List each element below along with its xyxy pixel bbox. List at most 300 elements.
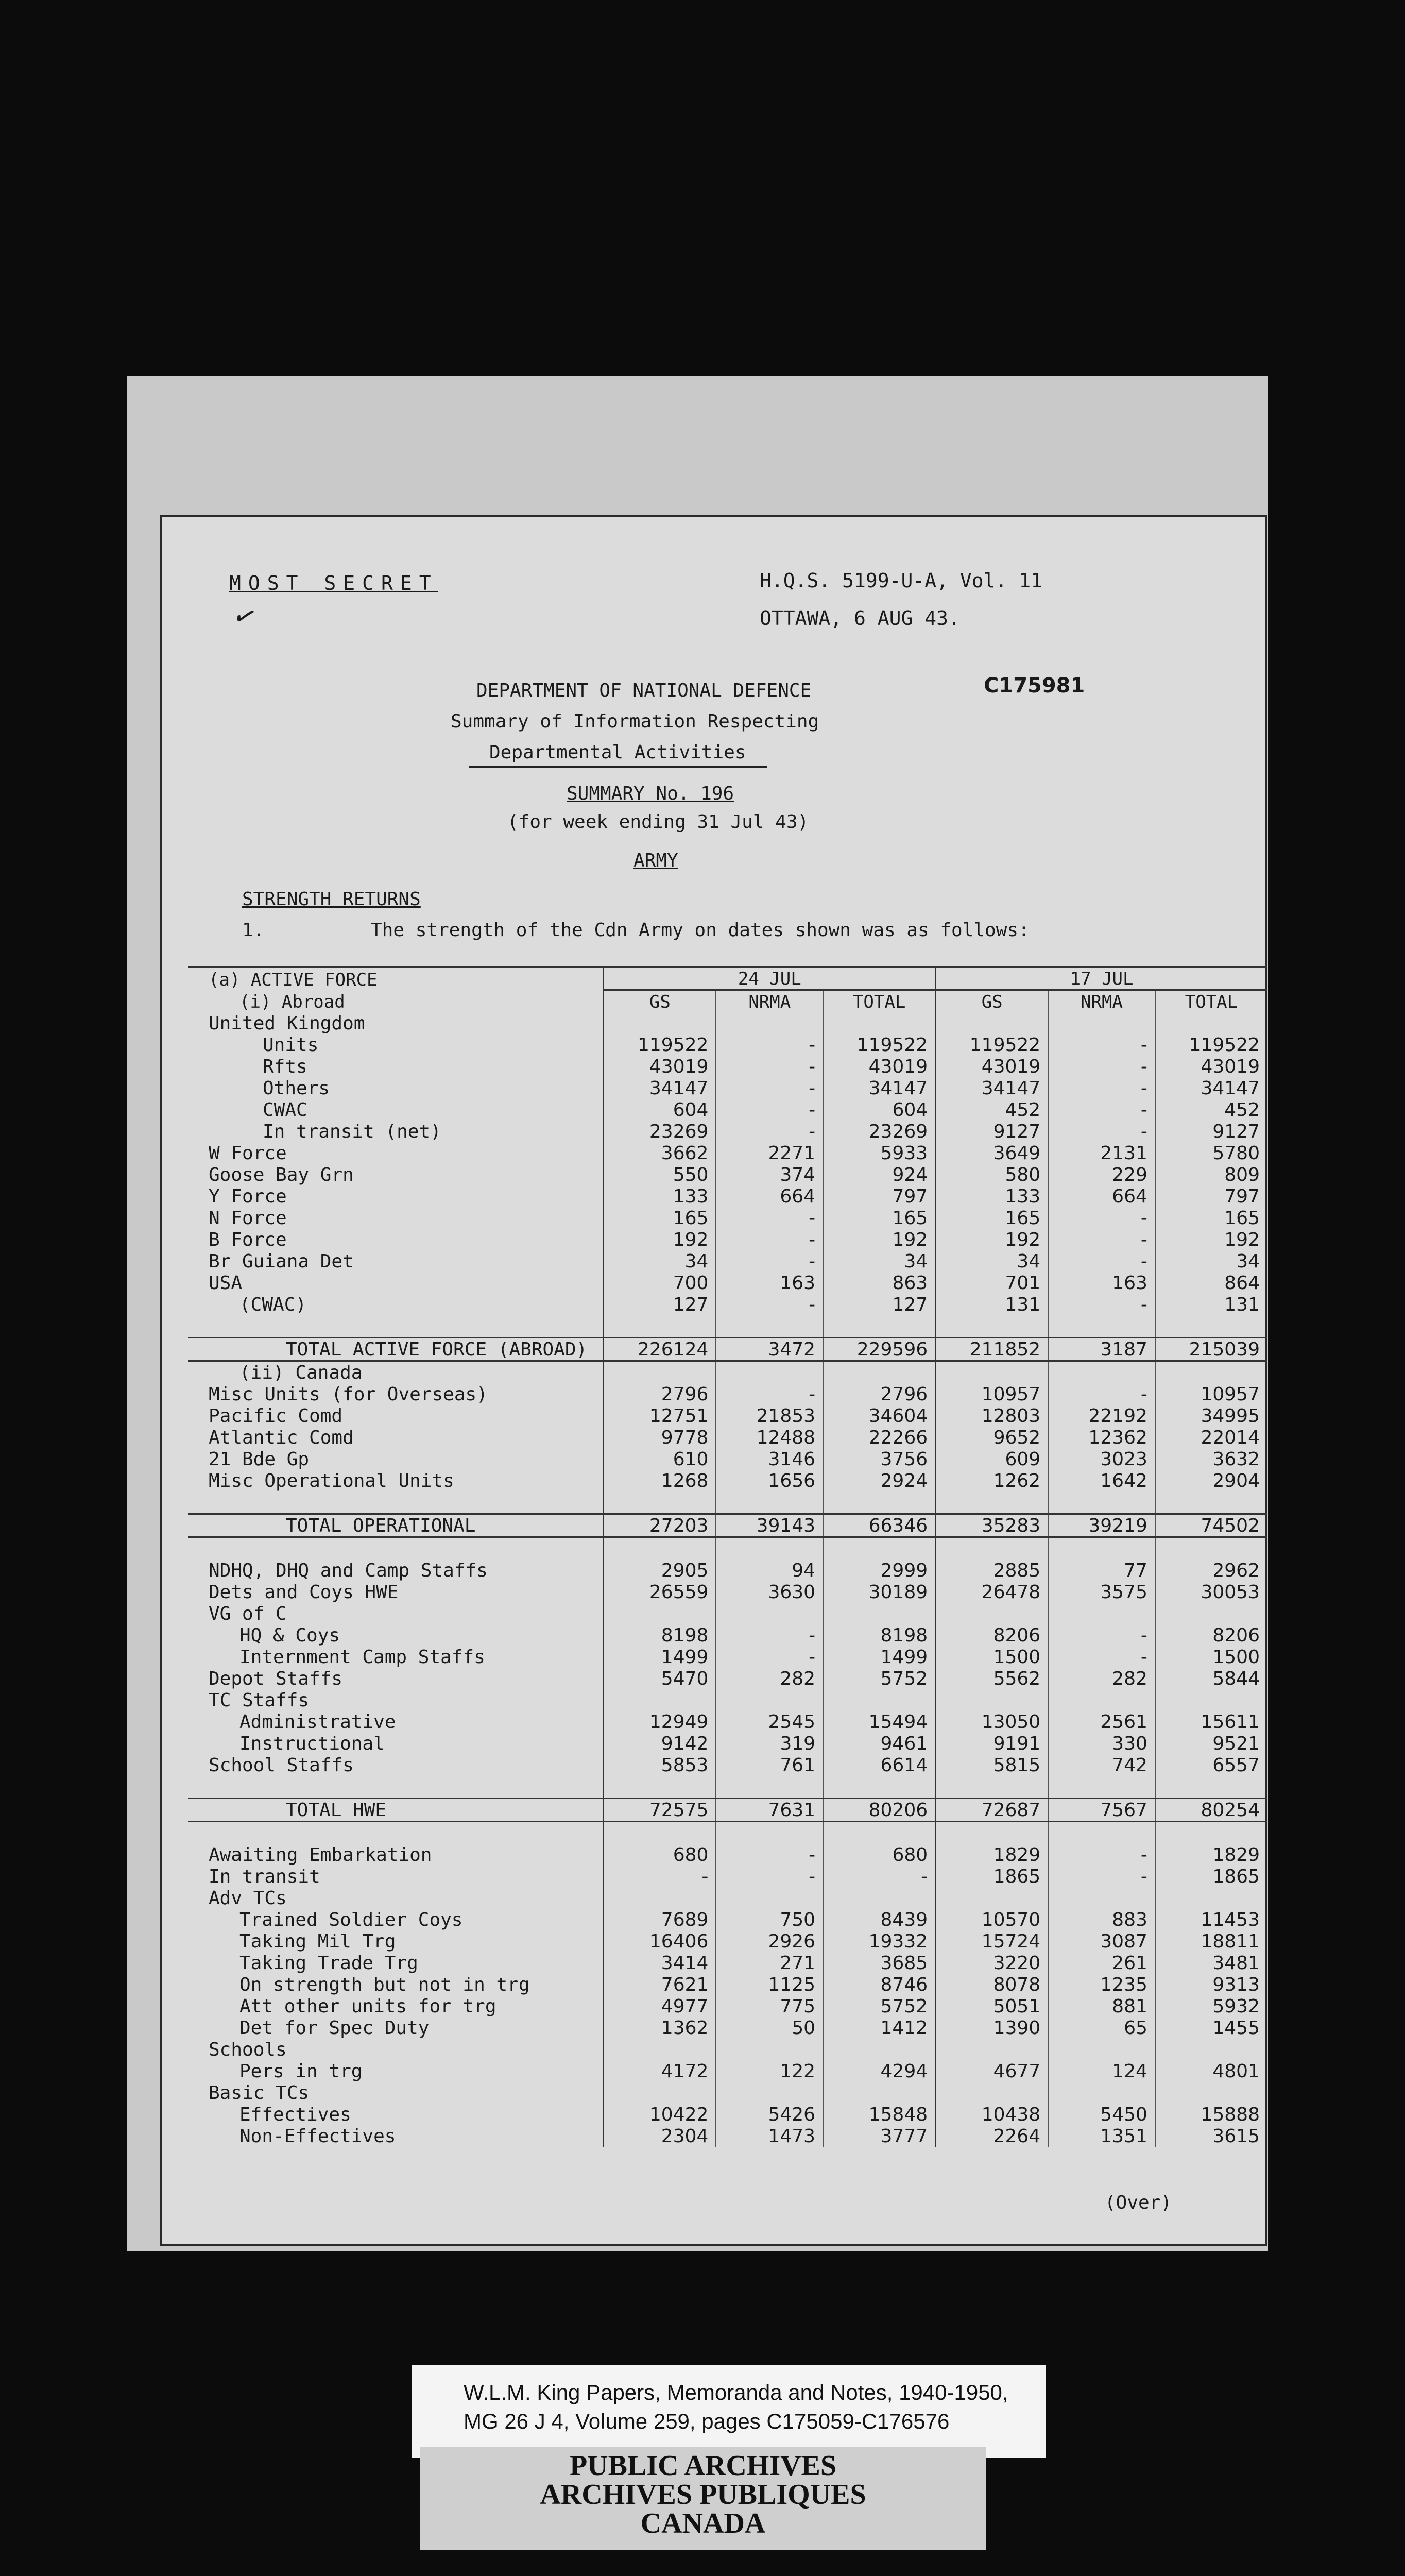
total-17-jul: 34147 bbox=[1155, 1077, 1267, 1099]
row-label: TOTAL ACTIVE FORCE (ABROAD) bbox=[188, 1338, 604, 1361]
nrma-24-jul bbox=[716, 2039, 823, 2060]
strength-table bbox=[188, 966, 1267, 2147]
nrma-24-jul: - bbox=[716, 1207, 823, 1229]
gs-17-jul: 5815 bbox=[936, 1754, 1049, 1776]
place-date: OTTAWA, 6 AUG 43. bbox=[760, 607, 960, 630]
nrma-24-jul: 2545 bbox=[716, 1711, 823, 1733]
gs-24-jul: 1268 bbox=[604, 1470, 716, 1492]
table-row bbox=[188, 1711, 1267, 1733]
total-17-jul: 9521 bbox=[1155, 1733, 1267, 1754]
check-mark-icon: ✓ bbox=[230, 595, 261, 636]
table-row bbox=[188, 1930, 1267, 1952]
col-total-2: TOTAL bbox=[1155, 990, 1267, 1013]
nrma-24-jul: 3146 bbox=[716, 1448, 823, 1470]
archive-line-3: CANADA bbox=[640, 2507, 766, 2539]
gs-17-jul: 133 bbox=[936, 1185, 1049, 1207]
total-17-jul: 1829 bbox=[1155, 1844, 1267, 1866]
table-row bbox=[188, 2082, 1267, 2104]
total-24-jul: 34147 bbox=[823, 1077, 936, 1099]
nrma-17-jul: - bbox=[1048, 1099, 1155, 1121]
gs-24-jul: 23269 bbox=[604, 1121, 716, 1142]
gs-24-jul: 550 bbox=[604, 1164, 716, 1185]
nrma-17-jul: 282 bbox=[1048, 1668, 1155, 1689]
gs-17-jul bbox=[936, 2082, 1049, 2104]
gs-24-jul: 34147 bbox=[604, 1077, 716, 1099]
row-label: TOTAL HWE bbox=[188, 1799, 604, 1822]
nrma-17-jul: 664 bbox=[1048, 1185, 1155, 1207]
gs-17-jul: 10957 bbox=[936, 1383, 1049, 1405]
total-24-jul: 2999 bbox=[823, 1560, 936, 1581]
total-17-jul: 1500 bbox=[1155, 1646, 1267, 1668]
gs-17-jul: 211852 bbox=[936, 1338, 1049, 1361]
gs-24-jul bbox=[604, 2082, 716, 2104]
gs-24-jul: 9778 bbox=[604, 1427, 716, 1448]
nrma-24-jul: 12488 bbox=[716, 1427, 823, 1448]
row-label: TOTAL OPERATIONAL bbox=[188, 1514, 604, 1537]
table-row bbox=[188, 1799, 1267, 1822]
nrma-17-jul bbox=[1048, 1887, 1155, 1909]
nrma-17-jul: 1351 bbox=[1048, 2125, 1155, 2147]
gs-24-jul: 4172 bbox=[604, 2060, 716, 2082]
gs-17-jul bbox=[936, 1603, 1049, 1624]
total-24-jul: 680 bbox=[823, 1844, 936, 1866]
nrma-17-jul: 163 bbox=[1048, 1272, 1155, 1294]
gs-17-jul: 5051 bbox=[936, 1995, 1049, 2017]
total-17-jul bbox=[1155, 2039, 1267, 2060]
row-label: Pacific Comd bbox=[209, 1405, 343, 1427]
row-label: Administrative bbox=[239, 1711, 396, 1733]
nrma-24-jul: 374 bbox=[716, 1164, 823, 1185]
total-24-jul: 80206 bbox=[823, 1799, 936, 1822]
gs-17-jul: 10438 bbox=[936, 2104, 1049, 2125]
gs-24-jul: 7689 bbox=[604, 1909, 716, 1930]
nrma-17-jul: 7567 bbox=[1048, 1799, 1155, 1822]
gs-17-jul: 1829 bbox=[936, 1844, 1049, 1866]
gs-24-jul: 72575 bbox=[604, 1799, 716, 1822]
gs-17-jul: 1500 bbox=[936, 1646, 1049, 1668]
nrma-17-jul: 12362 bbox=[1048, 1427, 1155, 1448]
nrma-24-jul: - bbox=[716, 1250, 823, 1272]
row-label: Others bbox=[263, 1078, 330, 1099]
table-row bbox=[188, 1560, 1267, 1581]
nrma-24-jul: 664 bbox=[716, 1185, 823, 1207]
table-row bbox=[188, 1272, 1267, 1294]
table-row bbox=[188, 1668, 1267, 1689]
total-24-jul: 23269 bbox=[823, 1121, 936, 1142]
total-24-jul: 5752 bbox=[823, 1668, 936, 1689]
total-17-jul: 1455 bbox=[1155, 2017, 1267, 2039]
total-17-jul: 80254 bbox=[1155, 1799, 1267, 1822]
table-row bbox=[188, 2039, 1267, 2060]
gs-17-jul: 9652 bbox=[936, 1427, 1049, 1448]
department-name: DEPARTMENT OF NATIONAL DEFENCE bbox=[476, 680, 812, 701]
nrma-17-jul bbox=[1048, 1603, 1155, 1624]
gs-17-jul: 9127 bbox=[936, 1121, 1049, 1142]
row-spacer bbox=[188, 1822, 1267, 1844]
nrma-17-jul bbox=[1048, 2039, 1155, 2060]
total-17-jul: 11453 bbox=[1155, 1909, 1267, 1930]
table-row bbox=[188, 1207, 1267, 1229]
row-label: Trained Soldier Coys bbox=[239, 1909, 463, 1930]
table-row bbox=[188, 1470, 1267, 1492]
total-17-jul: 8206 bbox=[1155, 1624, 1267, 1646]
total-24-jul: 15848 bbox=[823, 2104, 936, 2125]
gs-24-jul: 133 bbox=[604, 1185, 716, 1207]
gs-17-jul: 131 bbox=[936, 1294, 1049, 1315]
row-label: Br Guiana Det bbox=[209, 1251, 354, 1272]
nrma-24-jul: 282 bbox=[716, 1668, 823, 1689]
nrma-17-jul: 2561 bbox=[1048, 1711, 1155, 1733]
table-row bbox=[188, 1164, 1267, 1185]
row-spacer bbox=[188, 1776, 1267, 1799]
gs-24-jul: 226124 bbox=[604, 1338, 716, 1361]
table-row bbox=[188, 1099, 1267, 1121]
nrma-17-jul: - bbox=[1048, 1229, 1155, 1250]
row-label: Dets and Coys HWE bbox=[209, 1582, 399, 1603]
nrma-17-jul: 1235 bbox=[1048, 1974, 1155, 1995]
row-label: In transit (net) bbox=[263, 1121, 441, 1142]
nrma-24-jul: 163 bbox=[716, 1272, 823, 1294]
row-label: United Kingdom bbox=[209, 1013, 365, 1034]
gs-17-jul: 1390 bbox=[936, 2017, 1049, 2039]
gs-17-jul: 43019 bbox=[936, 1056, 1049, 1077]
table-row bbox=[188, 1603, 1267, 1624]
total-17-jul: 3615 bbox=[1155, 2125, 1267, 2147]
nrma-24-jul: - bbox=[716, 1844, 823, 1866]
week-ending: (for week ending 31 Jul 43) bbox=[507, 811, 809, 833]
gs-17-jul: 34147 bbox=[936, 1077, 1049, 1099]
gs-24-jul: 2905 bbox=[604, 1560, 716, 1581]
force-label: (a) ACTIVE FORCE bbox=[188, 967, 604, 990]
subtitle-line-1: Summary of Information Respecting bbox=[451, 711, 819, 732]
row-label: N Force bbox=[209, 1208, 287, 1229]
gs-24-jul bbox=[604, 2039, 716, 2060]
table-row bbox=[188, 1844, 1267, 1866]
document-page bbox=[160, 515, 1267, 2246]
table-row bbox=[188, 1646, 1267, 1668]
total-24-jul: 924 bbox=[823, 1164, 936, 1185]
table-row bbox=[188, 1185, 1267, 1207]
archive-line-1: PUBLIC ARCHIVES bbox=[569, 2450, 837, 2482]
gs-24-jul: 604 bbox=[604, 1099, 716, 1121]
nrma-24-jul bbox=[716, 2082, 823, 2104]
total-17-jul: 34 bbox=[1155, 1250, 1267, 1272]
table-body bbox=[188, 1012, 1267, 2147]
gs-17-jul bbox=[936, 1887, 1049, 1909]
gs-24-jul: 8198 bbox=[604, 1624, 716, 1646]
gs-17-jul: 72687 bbox=[936, 1799, 1049, 1822]
nrma-24-jul: 3472 bbox=[716, 1338, 823, 1361]
col-gs-2: GS bbox=[936, 990, 1049, 1013]
gs-24-jul: 1499 bbox=[604, 1646, 716, 1668]
table-row bbox=[188, 1974, 1267, 1995]
total-17-jul: 15611 bbox=[1155, 1711, 1267, 1733]
total-17-jul: 30053 bbox=[1155, 1581, 1267, 1603]
total-24-jul: 43019 bbox=[823, 1056, 936, 1077]
gs-24-jul bbox=[604, 1887, 716, 1909]
gs-17-jul: 26478 bbox=[936, 1581, 1049, 1603]
nrma-24-jul: 7631 bbox=[716, 1799, 823, 1822]
nrma-24-jul: - bbox=[716, 1866, 823, 1887]
table-row bbox=[188, 1689, 1267, 1711]
gs-17-jul: 35283 bbox=[936, 1514, 1049, 1537]
nrma-24-jul: 3630 bbox=[716, 1581, 823, 1603]
total-17-jul: 452 bbox=[1155, 1099, 1267, 1121]
gs-17-jul: 13050 bbox=[936, 1711, 1049, 1733]
nrma-17-jul: 881 bbox=[1048, 1995, 1155, 2017]
table-row bbox=[188, 1250, 1267, 1272]
nrma-17-jul: - bbox=[1048, 1383, 1155, 1405]
gs-24-jul: 3414 bbox=[604, 1952, 716, 1974]
total-24-jul: 863 bbox=[823, 1272, 936, 1294]
table-row bbox=[188, 1995, 1267, 2017]
total-17-jul: 119522 bbox=[1155, 1034, 1267, 1056]
row-label: VG of C bbox=[209, 1603, 287, 1624]
nrma-24-jul: 750 bbox=[716, 1909, 823, 1930]
row-spacer bbox=[188, 1492, 1267, 1514]
total-17-jul bbox=[1155, 1887, 1267, 1909]
total-24-jul bbox=[823, 1603, 936, 1624]
gs-17-jul: 580 bbox=[936, 1164, 1049, 1185]
canada-heading-row bbox=[188, 1361, 1267, 1384]
service-heading: ARMY bbox=[633, 850, 678, 871]
nrma-24-jul bbox=[716, 1887, 823, 1909]
gs-24-jul bbox=[604, 1603, 716, 1624]
total-24-jul: 19332 bbox=[823, 1930, 936, 1952]
gs-24-jul: 27203 bbox=[604, 1514, 716, 1537]
total-24-jul: - bbox=[823, 1866, 936, 1887]
gs-24-jul: - bbox=[604, 1866, 716, 1887]
gs-24-jul: 4977 bbox=[604, 1995, 716, 2017]
total-24-jul: 8746 bbox=[823, 1974, 936, 1995]
nrma-24-jul: 5426 bbox=[716, 2104, 823, 2125]
table-row bbox=[188, 1514, 1267, 1537]
nrma-24-jul bbox=[716, 1012, 823, 1034]
nrma-17-jul: 3187 bbox=[1048, 1338, 1155, 1361]
table-row bbox=[188, 1056, 1267, 1077]
row-label: Misc Operational Units bbox=[209, 1470, 454, 1492]
row-label: Basic TCs bbox=[209, 2082, 310, 2104]
row-spacer bbox=[188, 1315, 1267, 1338]
nrma-17-jul: - bbox=[1048, 1866, 1155, 1887]
date-17-jul: 17 JUL bbox=[936, 967, 1267, 990]
total-24-jul: 229596 bbox=[823, 1338, 936, 1361]
nrma-17-jul: - bbox=[1048, 1056, 1155, 1077]
row-label: Taking Trade Trg bbox=[239, 1953, 418, 1974]
total-24-jul: 5752 bbox=[823, 1995, 936, 2017]
citation-line-1: W.L.M. King Papers, Memoranda and Notes, 1940-1950, bbox=[464, 2380, 1008, 2404]
total-24-jul: 1499 bbox=[823, 1646, 936, 1668]
total-24-jul: 34604 bbox=[823, 1405, 936, 1427]
total-24-jul: 8198 bbox=[823, 1624, 936, 1646]
nrma-17-jul: - bbox=[1048, 1121, 1155, 1142]
row-label: Units bbox=[263, 1035, 319, 1056]
table-row bbox=[188, 1624, 1267, 1646]
archive-stamp-box bbox=[420, 2447, 986, 2550]
table-row bbox=[188, 1909, 1267, 1930]
nrma-24-jul: 21853 bbox=[716, 1405, 823, 1427]
total-24-jul: 6614 bbox=[823, 1754, 936, 1776]
total-17-jul: 4801 bbox=[1155, 2060, 1267, 2082]
gs-17-jul: 8078 bbox=[936, 1974, 1049, 1995]
total-17-jul: 5932 bbox=[1155, 1995, 1267, 2017]
row-label: Depot Staffs bbox=[209, 1668, 343, 1689]
nrma-24-jul bbox=[716, 1603, 823, 1624]
total-17-jul: 6557 bbox=[1155, 1754, 1267, 1776]
table-row bbox=[188, 1383, 1267, 1405]
nrma-24-jul: - bbox=[716, 1646, 823, 1668]
row-label: Misc Units (for Overseas) bbox=[209, 1384, 488, 1405]
table-row bbox=[188, 1121, 1267, 1142]
gs-17-jul: 2885 bbox=[936, 1560, 1049, 1581]
gs-24-jul: 2304 bbox=[604, 2125, 716, 2147]
gs-17-jul: 701 bbox=[936, 1272, 1049, 1294]
total-24-jul bbox=[823, 1887, 936, 1909]
total-17-jul: 809 bbox=[1155, 1164, 1267, 1185]
nrma-17-jul: - bbox=[1048, 1844, 1155, 1866]
gs-17-jul: 3220 bbox=[936, 1952, 1049, 1974]
gs-17-jul: 3649 bbox=[936, 1142, 1049, 1164]
nrma-17-jul: 77 bbox=[1048, 1560, 1155, 1581]
nrma-17-jul: 3087 bbox=[1048, 1930, 1155, 1952]
gs-17-jul: 9191 bbox=[936, 1733, 1049, 1754]
gs-17-jul: 10570 bbox=[936, 1909, 1049, 1930]
gs-24-jul: 9142 bbox=[604, 1733, 716, 1754]
total-17-jul: 5780 bbox=[1155, 1142, 1267, 1164]
gs-24-jul: 12751 bbox=[604, 1405, 716, 1427]
nrma-17-jul: 65 bbox=[1048, 2017, 1155, 2039]
gs-24-jul: 165 bbox=[604, 1207, 716, 1229]
nrma-17-jul: 2131 bbox=[1048, 1142, 1155, 1164]
nrma-17-jul: 330 bbox=[1048, 1733, 1155, 1754]
table-row bbox=[188, 1338, 1267, 1361]
gs-17-jul: 165 bbox=[936, 1207, 1049, 1229]
nrma-17-jul: 5450 bbox=[1048, 2104, 1155, 2125]
total-17-jul bbox=[1155, 1012, 1267, 1034]
nrma-17-jul: - bbox=[1048, 1207, 1155, 1229]
col-total-1: TOTAL bbox=[823, 990, 936, 1013]
table-row bbox=[188, 1034, 1267, 1056]
total-24-jul: 2924 bbox=[823, 1470, 936, 1492]
total-24-jul: 3756 bbox=[823, 1448, 936, 1470]
gs-24-jul: 10422 bbox=[604, 2104, 716, 2125]
gs-24-jul: 34 bbox=[604, 1250, 716, 1272]
gs-24-jul: 12949 bbox=[604, 1711, 716, 1733]
total-24-jul: 5933 bbox=[823, 1142, 936, 1164]
gs-24-jul: 610 bbox=[604, 1448, 716, 1470]
row-label: (CWAC) bbox=[239, 1294, 307, 1315]
total-17-jul: 215039 bbox=[1155, 1338, 1267, 1361]
abroad-heading: (i) Abroad bbox=[239, 992, 345, 1012]
table-row bbox=[188, 1754, 1267, 1776]
total-17-jul: 3632 bbox=[1155, 1448, 1267, 1470]
nrma-17-jul: 742 bbox=[1048, 1754, 1155, 1776]
gs-24-jul: 1362 bbox=[604, 2017, 716, 2039]
nrma-24-jul: 271 bbox=[716, 1952, 823, 1974]
section-heading: STRENGTH RETURNS bbox=[242, 889, 421, 910]
nrma-17-jul: 22192 bbox=[1048, 1405, 1155, 1427]
total-17-jul: 165 bbox=[1155, 1207, 1267, 1229]
gs-24-jul: 26559 bbox=[604, 1581, 716, 1603]
total-17-jul: 797 bbox=[1155, 1185, 1267, 1207]
table-row bbox=[188, 1077, 1267, 1099]
archive-line-2: ARCHIVES PUBLIQUES bbox=[540, 2479, 866, 2511]
nrma-17-jul: 261 bbox=[1048, 1952, 1155, 1974]
gs-17-jul: 34 bbox=[936, 1250, 1049, 1272]
row-label: Effectives bbox=[239, 2104, 351, 2125]
nrma-24-jul: 94 bbox=[716, 1560, 823, 1581]
table-row bbox=[188, 1229, 1267, 1250]
nrma-17-jul: - bbox=[1048, 1646, 1155, 1668]
date-24-jul: 24 JUL bbox=[604, 967, 936, 990]
total-24-jul: 34 bbox=[823, 1250, 936, 1272]
table-row bbox=[188, 1581, 1267, 1603]
document-number: C175981 bbox=[984, 674, 1085, 698]
gs-17-jul: 609 bbox=[936, 1448, 1049, 1470]
nrma-24-jul: - bbox=[716, 1624, 823, 1646]
gs-17-jul: 15724 bbox=[936, 1930, 1049, 1952]
gs-24-jul: 127 bbox=[604, 1294, 716, 1315]
table-header-cols bbox=[188, 990, 1267, 1013]
col-gs-1: GS bbox=[604, 990, 716, 1013]
gs-17-jul: 452 bbox=[936, 1099, 1049, 1121]
gs-24-jul: 2796 bbox=[604, 1383, 716, 1405]
table-row bbox=[188, 1427, 1267, 1448]
row-label: Instructional bbox=[239, 1733, 385, 1754]
nrma-24-jul: - bbox=[716, 1229, 823, 1250]
total-17-jul: 864 bbox=[1155, 1272, 1267, 1294]
row-label: Awaiting Embarkation bbox=[209, 1844, 432, 1866]
row-spacer bbox=[188, 1537, 1267, 1560]
total-17-jul: 74502 bbox=[1155, 1514, 1267, 1537]
row-label: B Force bbox=[209, 1229, 287, 1250]
gs-24-jul: 192 bbox=[604, 1229, 716, 1250]
paragraph-number: 1. bbox=[242, 920, 265, 941]
row-label: In transit bbox=[209, 1866, 320, 1887]
row-label: CWAC bbox=[263, 1099, 307, 1121]
gs-17-jul: 1262 bbox=[936, 1470, 1049, 1492]
total-24-jul: 192 bbox=[823, 1229, 936, 1250]
total-24-jul bbox=[823, 2082, 936, 2104]
total-17-jul: 34995 bbox=[1155, 1405, 1267, 1427]
nrma-17-jul: 3575 bbox=[1048, 1581, 1155, 1603]
gs-24-jul: 43019 bbox=[604, 1056, 716, 1077]
nrma-24-jul: 761 bbox=[716, 1754, 823, 1776]
total-17-jul: 192 bbox=[1155, 1229, 1267, 1250]
total-24-jul: 604 bbox=[823, 1099, 936, 1121]
gs-24-jul: 3662 bbox=[604, 1142, 716, 1164]
total-17-jul: 9127 bbox=[1155, 1121, 1267, 1142]
nrma-24-jul: - bbox=[716, 1121, 823, 1142]
nrma-24-jul: 1125 bbox=[716, 1974, 823, 1995]
row-label: TC Staffs bbox=[209, 1690, 310, 1711]
nrma-17-jul: 3023 bbox=[1048, 1448, 1155, 1470]
table-row bbox=[188, 1405, 1267, 1427]
canada-heading: (ii) Canada bbox=[239, 1362, 363, 1383]
subtitle-line-2: Departmental Activities bbox=[469, 742, 767, 768]
nrma-17-jul: - bbox=[1048, 1034, 1155, 1056]
row-label: NDHQ, DHQ and Camp Staffs bbox=[209, 1560, 488, 1581]
row-label: Internment Camp Staffs bbox=[239, 1647, 485, 1668]
total-24-jul: 22266 bbox=[823, 1427, 936, 1448]
row-label: Non-Effectives bbox=[239, 2126, 396, 2147]
table-row bbox=[188, 1866, 1267, 1887]
gs-17-jul: 119522 bbox=[936, 1034, 1049, 1056]
gs-24-jul: 700 bbox=[604, 1272, 716, 1294]
nrma-24-jul: 122 bbox=[716, 2060, 823, 2082]
total-24-jul: 119522 bbox=[823, 1034, 936, 1056]
gs-17-jul bbox=[936, 2039, 1049, 2060]
